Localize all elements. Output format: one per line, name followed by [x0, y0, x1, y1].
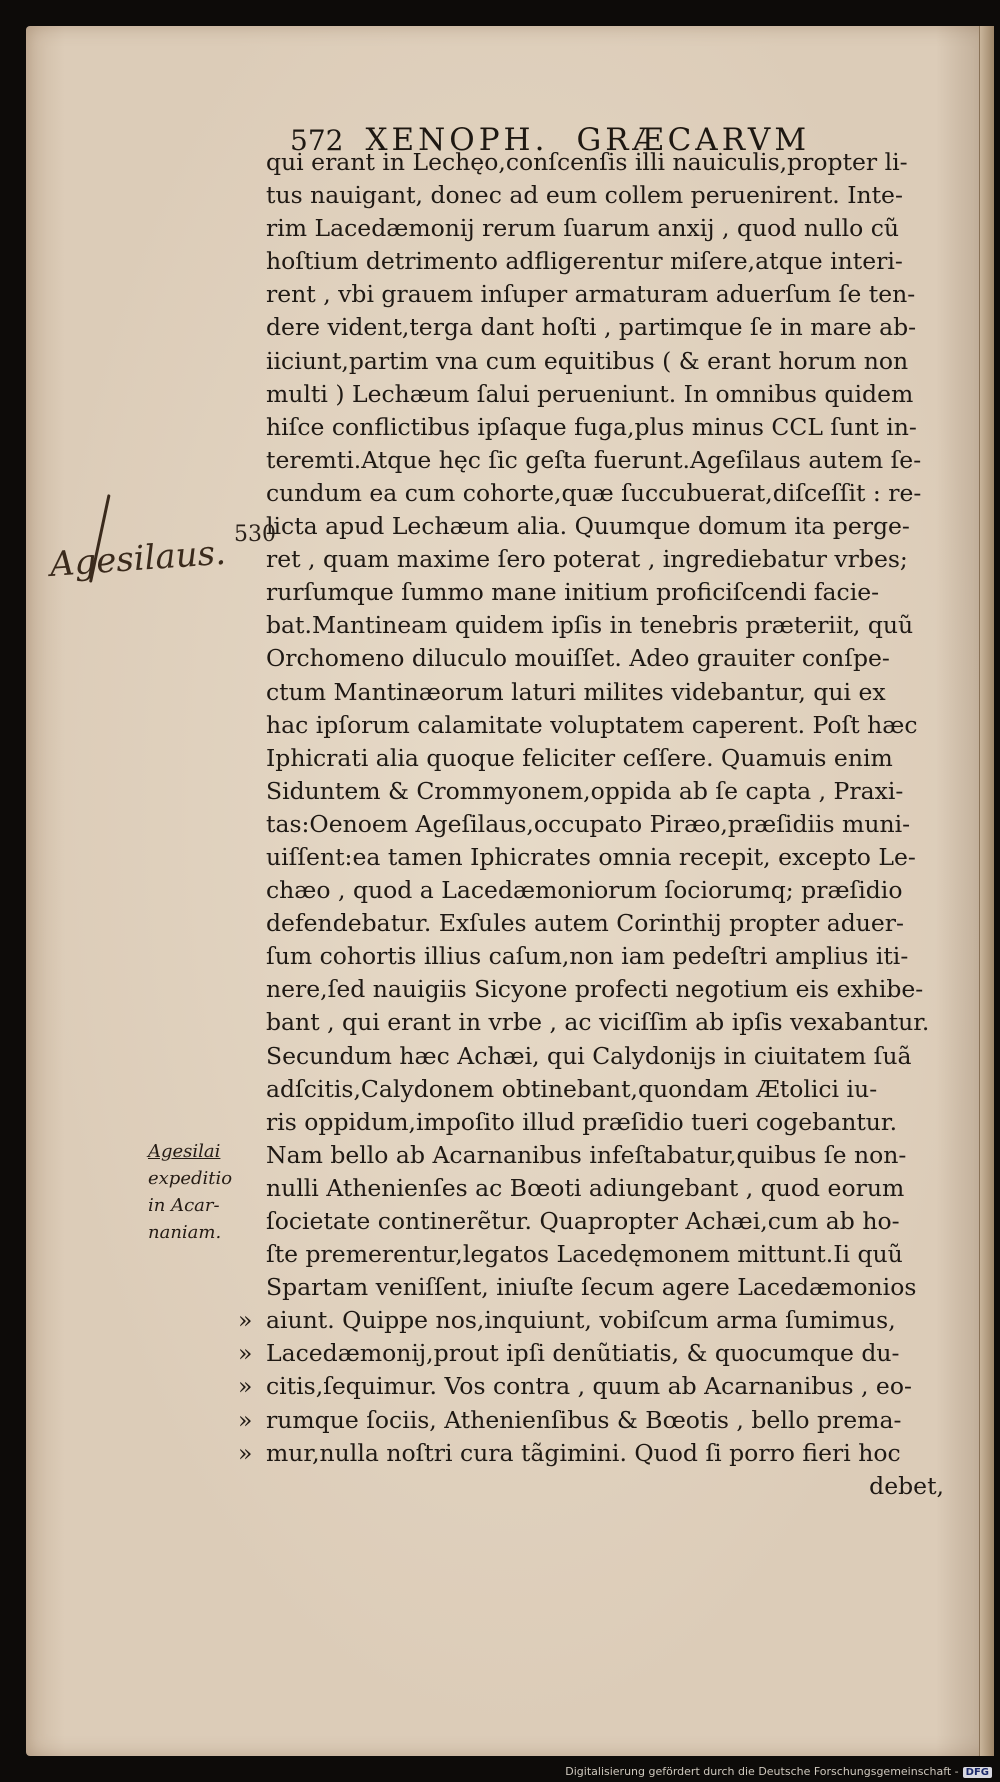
printed-margin-note	[148, 1138, 258, 1246]
text-line: dere vident,terga dant hoſti , partimque ſe in mare ab-	[266, 313, 917, 342]
text-line: Siduntem & Crommyonem,oppida ab ſe capta , Praxi-	[266, 776, 904, 805]
text-line: bat.Mantineam quidem ipſis in tenebris præteriit, quũ	[266, 611, 914, 640]
line-number-marker: 530	[234, 522, 276, 547]
text-line: iiciunt,partim vna cum equitibus ( & erant horum non	[266, 346, 909, 375]
text-line: teremti.Atque hęc ſic geſta fuerunt.Ageſilaus autem ſe-	[266, 445, 922, 474]
text-line: Iphicrati alia quoque feliciter ceſſere. Quamuis enim	[266, 743, 893, 772]
header-work: GRÆCARVM	[576, 122, 811, 158]
text-line quoted-line	[266, 1404, 956, 1437]
text-line: cundum ea cum cohorte,quæ ſuccubuerat,diſceſſit : re-	[266, 478, 922, 507]
text-line: ſum cohortis illius caſum,non iam pedeſtri amplius iti-	[266, 942, 909, 971]
page-edge	[979, 26, 994, 1756]
text-line: ris oppidum,impoſito illud præſidio tueri cogebantur.	[266, 1107, 898, 1136]
text-line: adſcitis,Calydonem obtinebant,quondam Ætolici iu-	[266, 1074, 878, 1103]
text-line: ſocietate continerẽtur. Quapropter Achæi,cum ab ho-	[266, 1207, 900, 1235]
text-line: ctum Mantinæorum laturi milites videbantur, qui ex	[266, 677, 886, 706]
text-line: uiſſent:ea tamen Iphicrates omnia recepit, excepto Le-	[266, 842, 916, 871]
text-line: rumque ſociis, Athenienſibus & Bœotis , bello prema-	[266, 1405, 902, 1434]
dfg-logo: DFG	[963, 1767, 992, 1778]
text-line: ſte premerentur,legatos Lacedęmonem mittunt.Ii quũ	[266, 1240, 903, 1269]
header-author: XENOPH.	[365, 122, 549, 158]
margin-note-line: naniam.	[148, 1222, 222, 1243]
text-line: rent , vbi grauem inſuper armaturam aduerſum ſe ten-	[266, 280, 916, 309]
text-line: Spartam veniſſent, iniuſte ſecum agere Lacedæmonios	[266, 1273, 917, 1302]
text-line: hoſtium detrimento adfligerentur miſere,atque interi-	[266, 247, 903, 276]
text-line: nulli Athenienſes ac Bœoti adiungebant , quod eorum	[266, 1173, 905, 1202]
margin-note-line: Agesilai	[148, 1141, 221, 1162]
catchword: debet,	[869, 1471, 944, 1500]
text-line: ret , quam maxime ſero poterat , ingrediebatur vrbes;	[266, 545, 908, 574]
text-line: Orchomeno diluculo mouiſſet. Adeo grauiter conſpe-	[266, 644, 890, 673]
margin-note-text: Agesilaus.	[48, 532, 228, 585]
text-line: licta apud Lechæum alia. Quumque domum ita perge-	[266, 512, 910, 541]
text-line: Lacedæmonij,prout ipſi denũtiatis, & quocumque du-	[266, 1339, 900, 1368]
margin-note-line: in Acar-	[148, 1195, 220, 1216]
body-text	[266, 146, 956, 1503]
text-line: citis,ſequimur. Vos contra , quum ab Acarnanibus , eo-	[266, 1372, 912, 1401]
page-number: 572	[290, 124, 344, 157]
text-line: hac ipſorum calamitate voluptatem caperent. Poſt hæc	[266, 710, 918, 739]
text-line: tas:Oenoem Ageſilaus,occupato Piræo,præſidiis muni-	[266, 809, 911, 838]
text-line: chæo , quod a Lacedæmoniorum ſociorumq; præſidio	[266, 876, 903, 905]
text-line: Nam bello ab Acarnanibus infeſtabatur,quibus ſe non-	[266, 1140, 907, 1169]
text-line quoted-line	[266, 1304, 956, 1337]
text-line: multi ) Lechæum ſalui perueniunt. In omnibus quidem	[266, 379, 914, 408]
text-line: mur,nulla noſtri cura tãgimini. Quod ſi porro fieri hoc	[266, 1438, 901, 1467]
text-line: qui erant in Lechęo,conſcenſis illi nauiculis,propter li-	[266, 148, 908, 176]
digitization-footer	[565, 1765, 992, 1778]
text-line: nere,ſed nauigiis Sicyone profecti negotium eis exhibe-	[266, 975, 924, 1004]
text-line: bant , qui erant in vrbe , ac viciſſim ab ipſis vexabantur.	[266, 1008, 930, 1037]
footer-text: Digitalisierung gefördert durch die Deutsche Forschungsgemeinschaft -	[565, 1765, 959, 1778]
text-line quoted-line	[266, 1437, 956, 1470]
text-line quoted-line	[266, 1370, 956, 1403]
margin-note-line: expeditio	[148, 1168, 233, 1189]
text-line: aiunt. Quippe nos,inquiunt, vobiſcum arma ſumimus,	[266, 1306, 896, 1335]
text-line: tus nauigant, donec ad eum collem peruenirent. Inte-	[266, 181, 903, 210]
text-line: rim Lacedæmonij rerum ſuarum anxij , quod nullo cũ	[266, 214, 900, 243]
text-line quoted-line	[266, 1337, 956, 1370]
text-line: Secundum hæc Achæi, qui Calydonijs in ciuitatem ſuã	[266, 1041, 912, 1070]
text-line: rurſumque ſummo mane initium proficiſcendi facie-	[266, 578, 880, 607]
text-line: defendebatur. Exſules autem Corinthij propter aduer-	[266, 909, 904, 938]
text-line: hiſce conflictibus ipſaque fuga,plus minus CCL ſunt in-	[266, 412, 917, 441]
